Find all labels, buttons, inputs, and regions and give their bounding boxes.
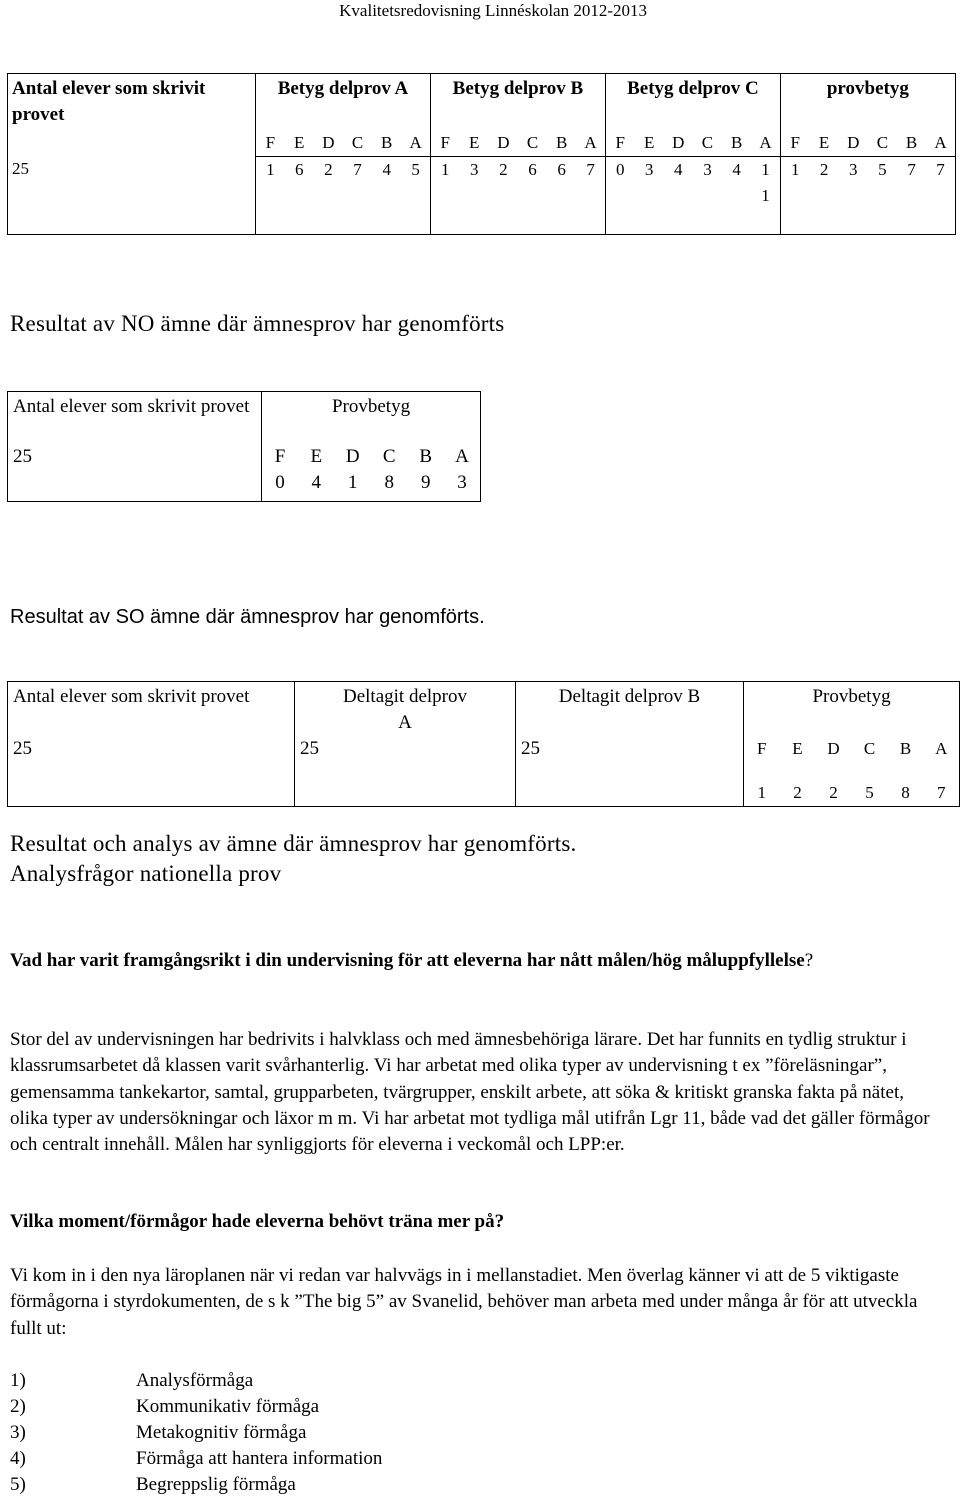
answer-success: Stor del av undervisningen har bedrivits i halvklass och med ämnesbehöriga lärare. Det har funnits en tydlig struktur i klassrumsarbetet då klassen varit svårhanterlig. Vi har arbetat med olika typer av undervisning t ex ”föreläsningar”, gemensamma tankekartor, samtal, grupparbeten, tvärgrupper, enskilt arbete, att söka & kritiskt granska fakta på nätet, olika typer av undersökningar och läxor m m. Vi har arbetat mot tydliga mål utifrån Lgr 11, både vad det gäller förmågor och centralt innehåll. Målen har synliggjorts för eleverna i veckomål och LPP:er. [10, 1029, 930, 1156]
grade-count: 5 [401, 156, 430, 234]
grade-count: 0 [605, 156, 634, 234]
grade-label: E [468, 132, 480, 152]
grade-count: 7 [343, 156, 372, 234]
grade-label: B [730, 132, 743, 152]
grades-by-subtest-table [7, 73, 956, 235]
grade-label: A [401, 130, 430, 157]
so-part-b-count: 25 [516, 736, 744, 762]
empty-cell [8, 762, 295, 806]
grade-count: 7 [924, 762, 960, 806]
grade-label: F [265, 132, 276, 152]
list-item [10, 1446, 382, 1472]
so-students-header: Antal elever som skrivit provet [8, 682, 295, 737]
grade-count: 3 [460, 156, 489, 234]
group-header-total: provbetyg [780, 74, 955, 130]
list-item [10, 1472, 296, 1498]
grade-label: D [497, 132, 510, 152]
list-item-number: 2) [10, 1396, 26, 1417]
grade-count: 3 [839, 156, 868, 234]
so-results-table [7, 681, 960, 807]
list-item [10, 1394, 319, 1420]
no-students-header: Antal elever som skrivit provet [8, 392, 262, 444]
grade-count: 1 [335, 470, 372, 502]
grade-label: D [345, 445, 360, 467]
grade-count: 6 [285, 156, 314, 234]
grade-label: A [924, 736, 960, 762]
grade-label: D [672, 132, 685, 152]
so-title: Resultat av SO ämne där ämnesprov har genomförts. [10, 606, 485, 628]
grade-count: 5 [852, 762, 888, 806]
grade-label: A [926, 130, 955, 157]
grade-count: 2 [810, 156, 839, 234]
list-item-number: 1) [10, 1370, 26, 1391]
grade-count: 9 [408, 470, 445, 502]
grade-label: F [274, 445, 286, 467]
empty-cell [295, 762, 516, 806]
list-item-number: 5) [10, 1474, 26, 1495]
list-item [10, 1420, 306, 1446]
grade-label: C [876, 132, 889, 152]
question-success [10, 948, 910, 974]
analysis-subtitle: Analysfrågor nationella prov [10, 861, 282, 886]
group-header-c: Betyg delprov C [605, 74, 780, 130]
grade-label: F [615, 132, 625, 152]
analysis-title: Resultat och analys av ämne där ämnesprov har genomförts. [10, 831, 577, 856]
students-count: 25 [8, 156, 256, 234]
grade-count: 5 [868, 156, 897, 234]
so-part-b-header: Deltagit delprov B [516, 682, 744, 737]
list-item-text: Förmåga att hantera information [136, 1448, 383, 1469]
grade-count: 8 [371, 470, 408, 502]
grade-label: C [701, 132, 714, 152]
question-success-mark: ? [804, 950, 814, 971]
grade-count: 3 [693, 156, 722, 234]
so-students-count: 25 [8, 736, 295, 762]
list-item-text: Begreppslig förmåga [136, 1474, 296, 1495]
no-grade-header: Provbetyg [262, 392, 481, 444]
no-title: Resultat av NO ämne där ämnesprov har genomförts [10, 311, 505, 336]
grade-label: A [751, 130, 780, 157]
question-success-text: Vad har varit framgångsrikt i din undervisning för att eleverna har nått målen/hög måluppfyllelse [10, 950, 805, 971]
grade-count: 2 [314, 156, 343, 234]
list-item-number: 4) [10, 1448, 26, 1469]
grade-label: C [526, 132, 539, 152]
grade-count: 1 [430, 156, 459, 234]
grade-count: 8 [888, 762, 924, 806]
page-header: Kvalitetsredovisning Linnéskolan 2012-2013 [339, 1, 647, 20]
grade-label: A [444, 444, 481, 470]
students-header: Antal elever som skrivit provet [8, 74, 256, 130]
grade-count: 6 [547, 156, 576, 234]
grade-label: E [310, 445, 323, 467]
grade-count: 1 1 [751, 156, 780, 234]
grade-count: 0 [262, 470, 299, 502]
grade-count: 7 [897, 156, 926, 234]
grade-label: C [351, 132, 364, 152]
grade-label: D [847, 132, 860, 152]
answer-training: Vi kom in i den nya läroplanen när vi redan var halvvägs in i mellanstadiet. Men överlag känner vi att de 5 viktigaste förmågorna i styrdokumenten, de s k ”The big 5” av Svanelid, behöver man arbeta med under många år för att utveckla fullt ut: [10, 1265, 918, 1339]
so-part-a-count: 25 [295, 736, 516, 762]
list-item [10, 1368, 253, 1394]
empty-cell [516, 762, 744, 806]
grade-label: F [757, 739, 767, 758]
grade-count: 2 [780, 762, 816, 806]
list-item-text: Metakognitiv förmåga [136, 1422, 307, 1443]
grade-count: 7 [926, 156, 955, 234]
grade-count: 4 [722, 156, 751, 234]
empty-cell [8, 130, 256, 157]
grade-label: B [381, 132, 393, 152]
grade-count: 4 [372, 156, 401, 234]
grade-label: F [790, 132, 800, 152]
grade-label: C [863, 739, 876, 758]
grade-label: E [643, 132, 655, 152]
grade-label: B [899, 739, 912, 758]
grade-count: 3 [444, 470, 481, 502]
grade-label: E [818, 132, 830, 152]
question-training: Vilka moment/förmågor hade eleverna behövt träna mer på? [10, 1211, 505, 1232]
list-item-text: Kommunikativ förmåga [136, 1396, 320, 1417]
grade-count: 6 [518, 156, 547, 234]
grade-count: 2 [489, 156, 518, 234]
grade-label: B [555, 132, 568, 152]
grade-count: 1 [780, 156, 809, 234]
grade-count: 4 [664, 156, 693, 234]
list-item-number: 3) [10, 1422, 26, 1443]
grade-label: D [827, 739, 840, 758]
grade-count: 4 [298, 470, 335, 502]
group-header-a: Betyg delprov A [256, 74, 431, 130]
grade-count: 3 [635, 156, 664, 234]
no-students-count: 25 [8, 444, 262, 470]
group-header-b: Betyg delprov B [430, 74, 605, 130]
grade-label: E [294, 132, 305, 152]
grade-label: B [905, 132, 918, 152]
no-results-table [7, 391, 481, 502]
grade-label: A [576, 130, 605, 157]
grade-count: 7 [576, 156, 605, 234]
grade-count: 1 [256, 156, 285, 234]
grade-count: 2 [816, 762, 852, 806]
so-grade-header: Provbetyg [744, 682, 960, 737]
grade-label: B [419, 445, 433, 467]
so-part-a-header: Deltagit delprov A [295, 682, 516, 737]
grade-count: 1 [744, 762, 780, 806]
list-item-text: Analysförmåga [136, 1370, 254, 1391]
grade-label: E [792, 739, 803, 758]
grade-label: D [322, 132, 335, 152]
grade-label: F [440, 132, 451, 152]
grade-label: C [382, 445, 396, 467]
empty-cell [8, 470, 262, 502]
